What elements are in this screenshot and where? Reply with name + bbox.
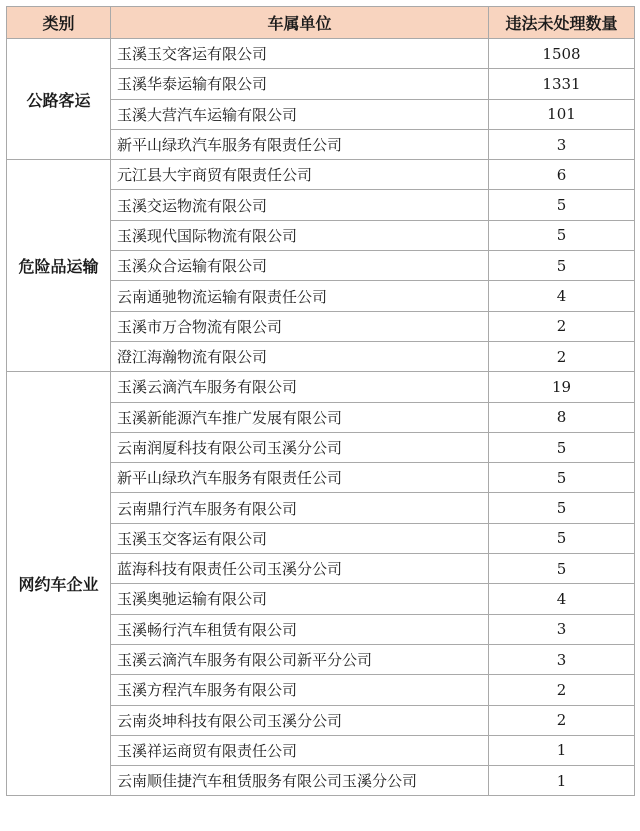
unit-cell: 云南通驰物流运输有限责任公司 xyxy=(111,281,489,311)
header-count: 违法未处理数量 xyxy=(489,7,635,39)
count-cell: 1 xyxy=(489,735,635,765)
unit-cell: 玉溪玉交客运有限公司 xyxy=(111,39,489,69)
unit-cell: 玉溪云滴汽车服务有限公司新平分公司 xyxy=(111,644,489,674)
unit-cell: 玉溪祥运商贸有限责任公司 xyxy=(111,735,489,765)
count-cell: 4 xyxy=(489,281,635,311)
count-cell: 2 xyxy=(489,675,635,705)
count-cell: 101 xyxy=(489,99,635,129)
count-cell: 5 xyxy=(489,251,635,281)
category-cell: 危险品运输 xyxy=(7,160,111,372)
unit-cell: 玉溪现代国际物流有限公司 xyxy=(111,220,489,250)
unit-cell: 玉溪新能源汽车推广发展有限公司 xyxy=(111,402,489,432)
unit-cell: 玉溪华泰运输有限公司 xyxy=(111,69,489,99)
count-cell: 1508 xyxy=(489,39,635,69)
unit-cell: 玉溪方程汽车服务有限公司 xyxy=(111,675,489,705)
unit-cell: 玉溪云滴汽车服务有限公司 xyxy=(111,372,489,402)
category-cell: 网约车企业 xyxy=(7,372,111,796)
count-cell: 2 xyxy=(489,341,635,371)
count-cell: 3 xyxy=(489,614,635,644)
count-cell: 5 xyxy=(489,220,635,250)
header-category: 类别 xyxy=(7,7,111,39)
count-cell: 8 xyxy=(489,402,635,432)
count-cell: 5 xyxy=(489,523,635,553)
count-cell: 2 xyxy=(489,705,635,735)
count-cell: 2 xyxy=(489,311,635,341)
count-cell: 1 xyxy=(489,766,635,796)
unit-cell: 云南炎坤科技有限公司玉溪分公司 xyxy=(111,705,489,735)
count-cell: 5 xyxy=(489,463,635,493)
unit-cell: 玉溪交运物流有限公司 xyxy=(111,190,489,220)
unit-cell: 云南顺佳捷汽车租赁服务有限公司玉溪分公司 xyxy=(111,766,489,796)
unit-cell: 玉溪畅行汽车租赁有限公司 xyxy=(111,614,489,644)
unit-cell: 新平山绿玖汽车服务有限责任公司 xyxy=(111,129,489,159)
count-cell: 5 xyxy=(489,493,635,523)
header-unit: 车属单位 xyxy=(111,7,489,39)
unit-cell: 玉溪市万合物流有限公司 xyxy=(111,311,489,341)
unit-cell: 玉溪奥驰运输有限公司 xyxy=(111,584,489,614)
count-cell: 6 xyxy=(489,160,635,190)
count-cell: 1331 xyxy=(489,69,635,99)
header-row xyxy=(7,7,635,39)
table-row xyxy=(7,372,635,402)
count-cell: 5 xyxy=(489,432,635,462)
unit-cell: 云南鼎行汽车服务有限公司 xyxy=(111,493,489,523)
count-cell: 5 xyxy=(489,554,635,584)
unit-cell: 云南润厦科技有限公司玉溪分公司 xyxy=(111,432,489,462)
unit-cell: 新平山绿玖汽车服务有限责任公司 xyxy=(111,463,489,493)
table-row xyxy=(7,39,635,69)
unit-cell: 玉溪大营汽车运输有限公司 xyxy=(111,99,489,129)
unit-cell: 玉溪玉交客运有限公司 xyxy=(111,523,489,553)
unit-cell: 玉溪众合运输有限公司 xyxy=(111,251,489,281)
unit-cell: 元江县大宇商贸有限责任公司 xyxy=(111,160,489,190)
count-cell: 5 xyxy=(489,190,635,220)
category-cell: 公路客运 xyxy=(7,39,111,160)
unit-cell: 澄江海瀚物流有限公司 xyxy=(111,341,489,371)
table-row xyxy=(7,160,635,190)
unit-cell: 蓝海科技有限责任公司玉溪分公司 xyxy=(111,554,489,584)
violations-table xyxy=(6,6,635,796)
table-body xyxy=(7,39,635,796)
count-cell: 3 xyxy=(489,644,635,674)
count-cell: 4 xyxy=(489,584,635,614)
count-cell: 3 xyxy=(489,129,635,159)
count-cell: 19 xyxy=(489,372,635,402)
